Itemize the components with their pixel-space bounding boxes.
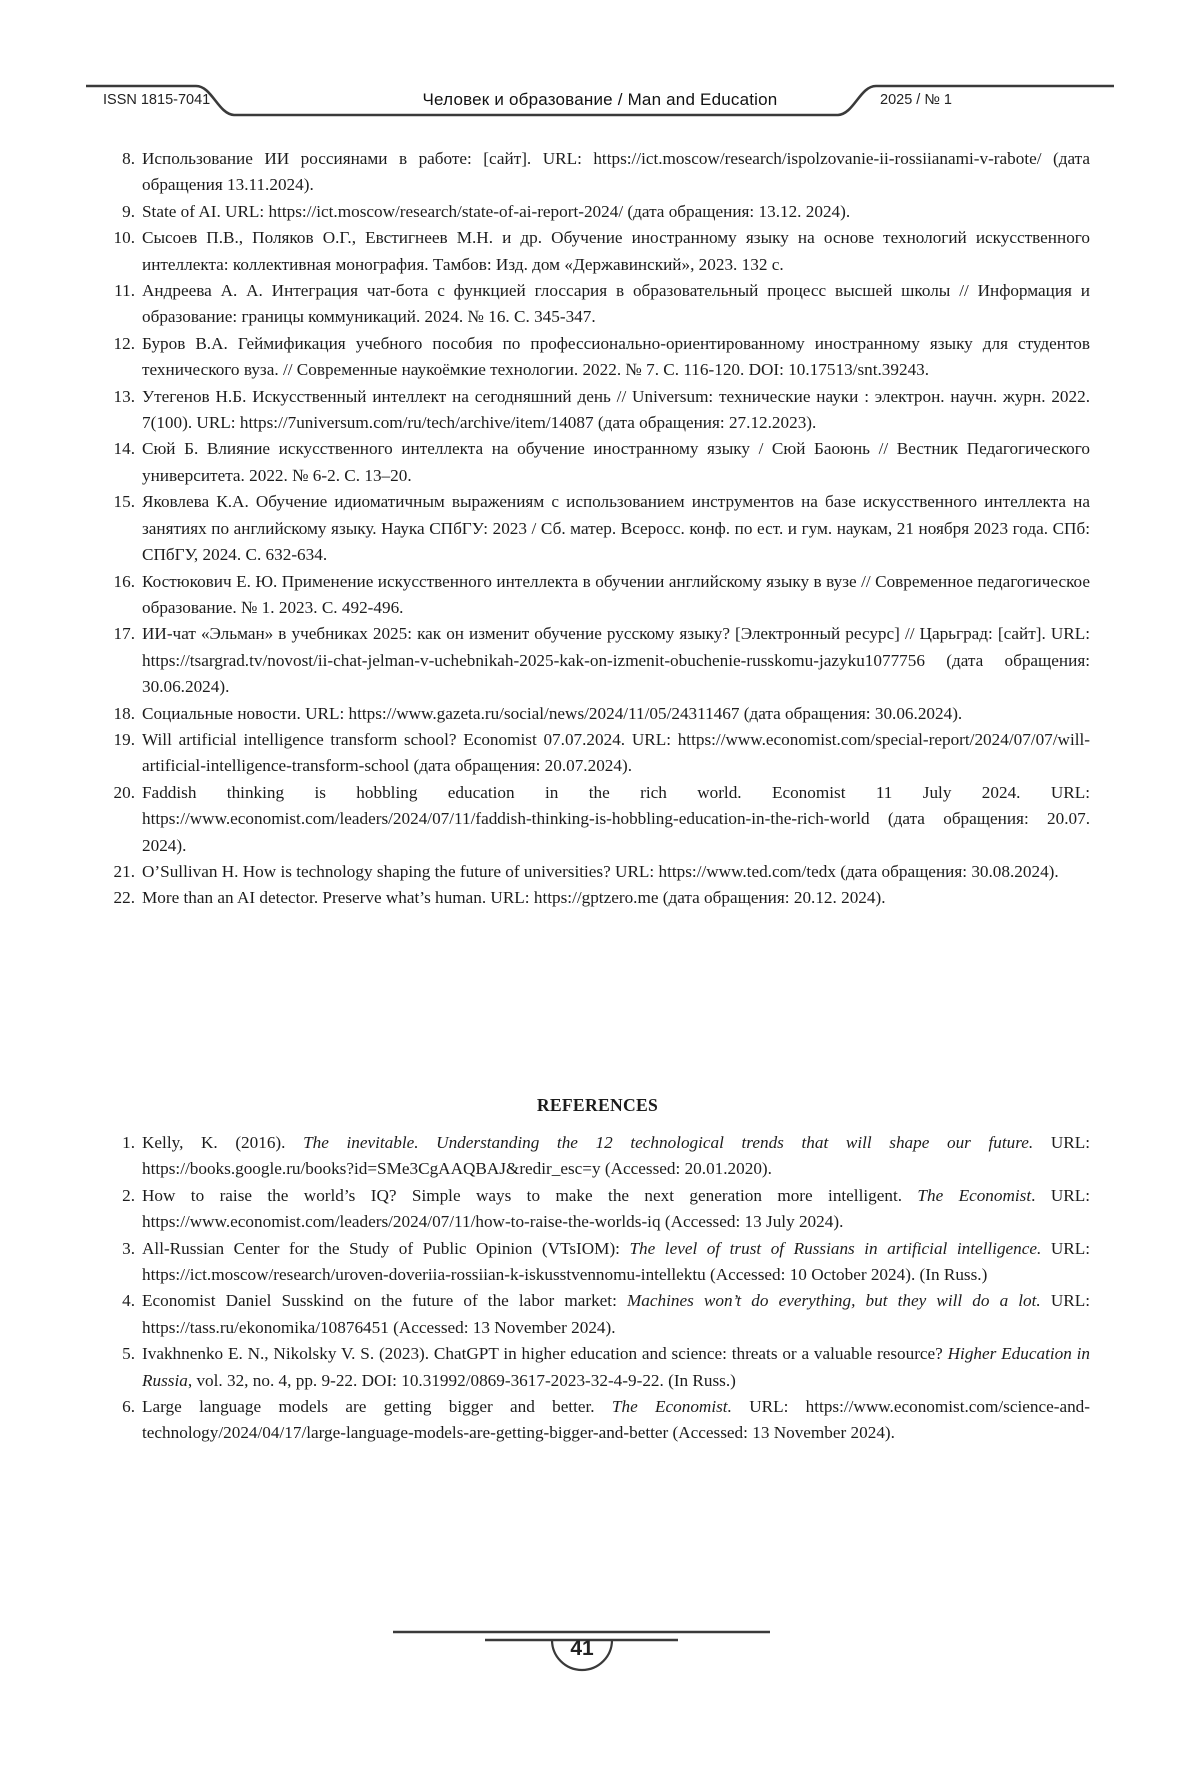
page-number: 41 [570,1637,594,1660]
item-text: Сысоев П.В., Поляков О.Г., Евстигнеев М.Н. и др. Обучение иностранному языку на основе технологий искусственного интеллекта: коллективная монография. Тамбов: Изд. дом «Державинский», 2023. 132 с. [142,228,1090,274]
list-item [105,1236,1090,1289]
item-number: 15. [113,492,135,512]
item-text: Ivakhnenko E. N., Nikolsky V. S. (2023). ChatGPT in higher education and science: threats or a valuable resource? Higher Education in Russia, vol. 32, no. 4, pp. 9-22. DOI: 10.31992/0869-3617-2023-32-4-9-22. (In Russ.) [142,1344,1090,1390]
list-item [105,331,1090,384]
item-number: 21. [113,861,135,881]
item-text: Утегенов Н.Б. Искусственный интеллект на сегодняшний день // Universum: технические науки : электрон. научн. журн. 2022. 7(100). URL: https://7universum.com/ru/tech/archive/item/14087 (дата обращения: 27.12.2023). [142,386,1090,433]
item-number: 8. [122,149,135,168]
references-list [105,1130,1090,1447]
page-header [0,0,1200,132]
item-number: 11. [114,281,135,301]
bibliography-list [105,146,1090,1066]
item-number: 19. [113,729,135,749]
item-text: Буров В.А. Геймификация учебного пособия по профессионально-ориентированному иностранному языку для студентов технического вуза. // Современные наукоёмкие технологии. 2022. № 7. С. 116-120. DOI: 10.17513/snt.39243. [142,333,1090,380]
item-text: ИИ-чат «Эльман» в учебниках 2025: как он изменит обучение русскому языку? [Электронный ресурс] // Царьград: [сайт]. URL: https://tsargrad.tv/novost/ii-chat-jelman-v-uchebnikah-2025-kak-on-izmenit-obuchenie-russkomu-jazyku1077756 (дата обращения: 30.06.2024). [142,624,1090,697]
list-item [105,489,1090,568]
issue-label: 2025 / № 1 [880,92,952,108]
list-item [105,1394,1090,1447]
item-text: Large language models are getting bigger and better. The Economist. URL: https://www.economist.com/science-and-technology/2024/04/17/large-language-models-are-getting-bigger-and-better (Accessed: 13 November 2024). [142,1397,1090,1443]
list-item [105,1288,1090,1341]
list-item [105,1130,1090,1183]
item-number: 10. [113,228,135,248]
list-item [105,146,1090,199]
page-footer [0,1622,1200,1722]
item-number: 1. [122,1133,135,1152]
item-number: 18. [113,703,135,723]
journal-title: Человек и образование / Man and Education [422,90,778,109]
item-number: 17. [113,624,135,644]
list-item [105,199,1090,225]
list-item [105,727,1090,780]
list-item [105,1341,1090,1394]
item-number: 6. [122,1397,135,1417]
item-number: 16. [113,571,135,591]
page-body [105,146,1090,1447]
item-text: Economist Daniel Susskind on the future of the labor market: Machines won’t do everything, but they will do a lot. URL: https://tass.ru/ekonomika/10876451 (Accessed: 13 November 2024). [142,1291,1091,1337]
item-text: Социальные новости. URL: https://www.gazeta.ru/social/news/2024/11/05/24311467 (дата обращения: 30.06.2024). [142,703,963,723]
list-item [105,701,1090,727]
item-number: 2. [122,1185,135,1205]
list-item [105,859,1090,885]
item-text: Яковлева К.А. Обучение идиоматичным выражениям с использованием инструментов на базе искусственного интеллекта на занятиях по английскому языку. Наука СПбГУ: 2023 / Сб. матер. Всеросс. конф. по ест. и гум. наукам, 21 ноября 2023 года. СПб: СПбГУ, 2024. С. 632-634. [142,492,1090,565]
item-number: 3. [122,1238,135,1258]
item-number: 12. [113,333,135,353]
references-heading: REFERENCES [536,1095,659,1115]
item-text: Сюй Б. Влияние искусственного интеллекта на обучение иностранному языку / Сюй Баоюнь // Вестник Педагогического университета. 2022. № 6-2. С. 13–20. [142,439,1090,485]
item-text: All-Russian Center for the Study of Public Opinion (VTsIOM): The level of trust of Russians in artificial intelligence. URL: https://ict.moscow/research/uroven-doveriia-rossiian-k-iskusstvennomu-intellektu (Accessed: 10 October 2024). (In Russ.) [142,1238,1091,1285]
list-item [105,436,1090,489]
item-text: Faddish thinking is hobbling education in the rich world. Economist 11 July 2024. URL: https://www.economist.com/leaders/2024/07/11/faddish-thinking-is-hobbling-education-in-the-rich-world (дата обращения: 20.07. 2024). [142,782,1090,855]
item-text: How to raise the world’s IQ? Simple ways to make the next generation more intelligent. The Economist. URL: https://www.economist.com/leaders/2024/07/11/how-to-raise-the-worlds-iq (Accessed: 13 July 2024). [142,1185,1090,1232]
list-item [105,225,1090,278]
item-text: Kelly, K. (2016). The inevitable. Understanding the 12 technological trends that will shape our future. URL: https://books.google.ru/books?id=SMe3CgAAQBAJ&redir_esc=y (Accessed: 20.01.2020). [142,1133,1090,1179]
item-number: 4. [122,1291,135,1311]
item-number: 22. [113,888,135,908]
item-text: Will artificial intelligence transform school? Economist 07.07.2024. URL: https://www.economist.com/special-report/2024/07/07/will-artificial-intelligence-transform-school (дата обращения: 20.07.2024). [142,729,1090,776]
list-item [105,1183,1090,1236]
item-number: 9. [122,201,135,221]
item-text: More than an AI detector. Preserve what’s human. URL: https://gptzero.me (дата обращения: 20.12. 2024). [142,888,886,908]
item-text: State of AI. URL: https://ict.moscow/research/state-of-ai-report-2024/ (дата обращения: 13.12. 2024). [142,201,851,221]
item-number: 14. [113,439,135,459]
footer-rule [0,1622,1200,1702]
list-item [105,384,1090,437]
list-item [105,278,1090,331]
list-item [105,569,1090,622]
issn-label: ISSN 1815-7041 [103,92,211,108]
item-text: Андреева А. А. Интеграция чат-бота с функцией глоссария в образовательный процесс высшей школы // Информация и образование: границы коммуникаций. 2024. № 16. С. 345-347. [142,281,1090,327]
list-item [105,885,1090,911]
list-item [105,780,1090,859]
item-number: 5. [122,1344,135,1364]
item-text: Использование ИИ россиянами в работе: [сайт]. URL: https://ict.moscow/research/ispolzovanie-ii-rossiianami-v-rabote/ (дата обращения 13.11.2024). [142,149,1090,195]
item-text: O’Sullivan H. How is technology shaping the future of universities? URL: https://www.ted.com/tedx (дата обращения: 30.08.2024). [142,861,1059,881]
item-text: Костюкович Е. Ю. Применение искусственного интеллекта в обучении английскому языку в вузе // Современное педагогическое образование. № 1. 2023. С. 492-496. [142,571,1090,617]
list-item [105,621,1090,700]
item-number: 20. [113,782,135,802]
item-number: 13. [113,386,135,406]
